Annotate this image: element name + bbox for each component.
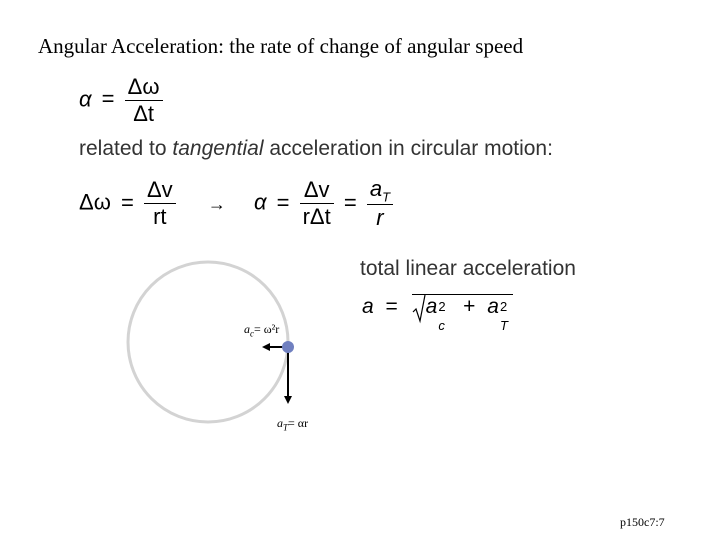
slide-title: Angular Acceleration: the rate of change of angular speed	[38, 34, 524, 58]
equals-sign: =	[385, 295, 398, 318]
a-symbol: a	[277, 416, 283, 430]
implies-arrow: →	[207, 193, 226, 214]
total-linear-acceleration-label: total linear acceleration	[360, 257, 576, 280]
delta-omega: Δω	[79, 189, 111, 215]
centripetal-formula: = ω²r	[254, 322, 280, 336]
tangential-arrowhead-icon	[284, 396, 292, 404]
a-c-symbol: a	[425, 295, 438, 318]
equals-sign: =	[101, 86, 115, 112]
equals-sign: =	[121, 189, 134, 215]
a-symbol: a	[362, 295, 374, 318]
tangential-acceleration-label	[277, 416, 308, 432]
centripetal-acceleration-label	[244, 322, 279, 338]
exp-2: 2	[438, 299, 446, 314]
centripetal-arrowhead-icon	[262, 343, 270, 351]
subscript-t: T	[283, 422, 289, 433]
related-after: acceleration in circular motion:	[263, 137, 553, 160]
fraction-denominator: r	[367, 204, 393, 231]
particle-dot	[282, 341, 294, 353]
equals-sign: =	[343, 189, 357, 215]
subscript-t: T	[499, 318, 508, 333]
related-emphasis: tangential	[172, 137, 264, 160]
subscript-c: c	[250, 328, 254, 339]
circular-path	[128, 262, 288, 422]
exp-2: 2	[499, 299, 508, 314]
a-symbol: a	[369, 176, 383, 201]
fraction-numerator: Δω	[127, 74, 160, 99]
a-symbol: a	[244, 322, 250, 336]
subscript-c: c	[438, 318, 445, 333]
fraction-denominator: rt	[144, 203, 176, 230]
fraction-denominator: rΔt	[300, 203, 334, 230]
equals-sign: =	[276, 189, 290, 215]
tangential-formula: = αr	[288, 416, 309, 430]
plus-sign: +	[463, 295, 476, 318]
alpha-symbol: α	[253, 189, 267, 215]
subscript-t: T	[382, 189, 391, 205]
related-before: related to	[79, 137, 173, 160]
fraction-numerator: Δv	[303, 177, 330, 203]
fraction-denominator: Δt	[125, 100, 163, 127]
a-t-symbol: a	[487, 295, 499, 318]
fraction-numerator: Δv	[146, 177, 173, 203]
page-number: p150c7:7	[620, 515, 665, 529]
alpha-symbol: α	[79, 86, 92, 112]
